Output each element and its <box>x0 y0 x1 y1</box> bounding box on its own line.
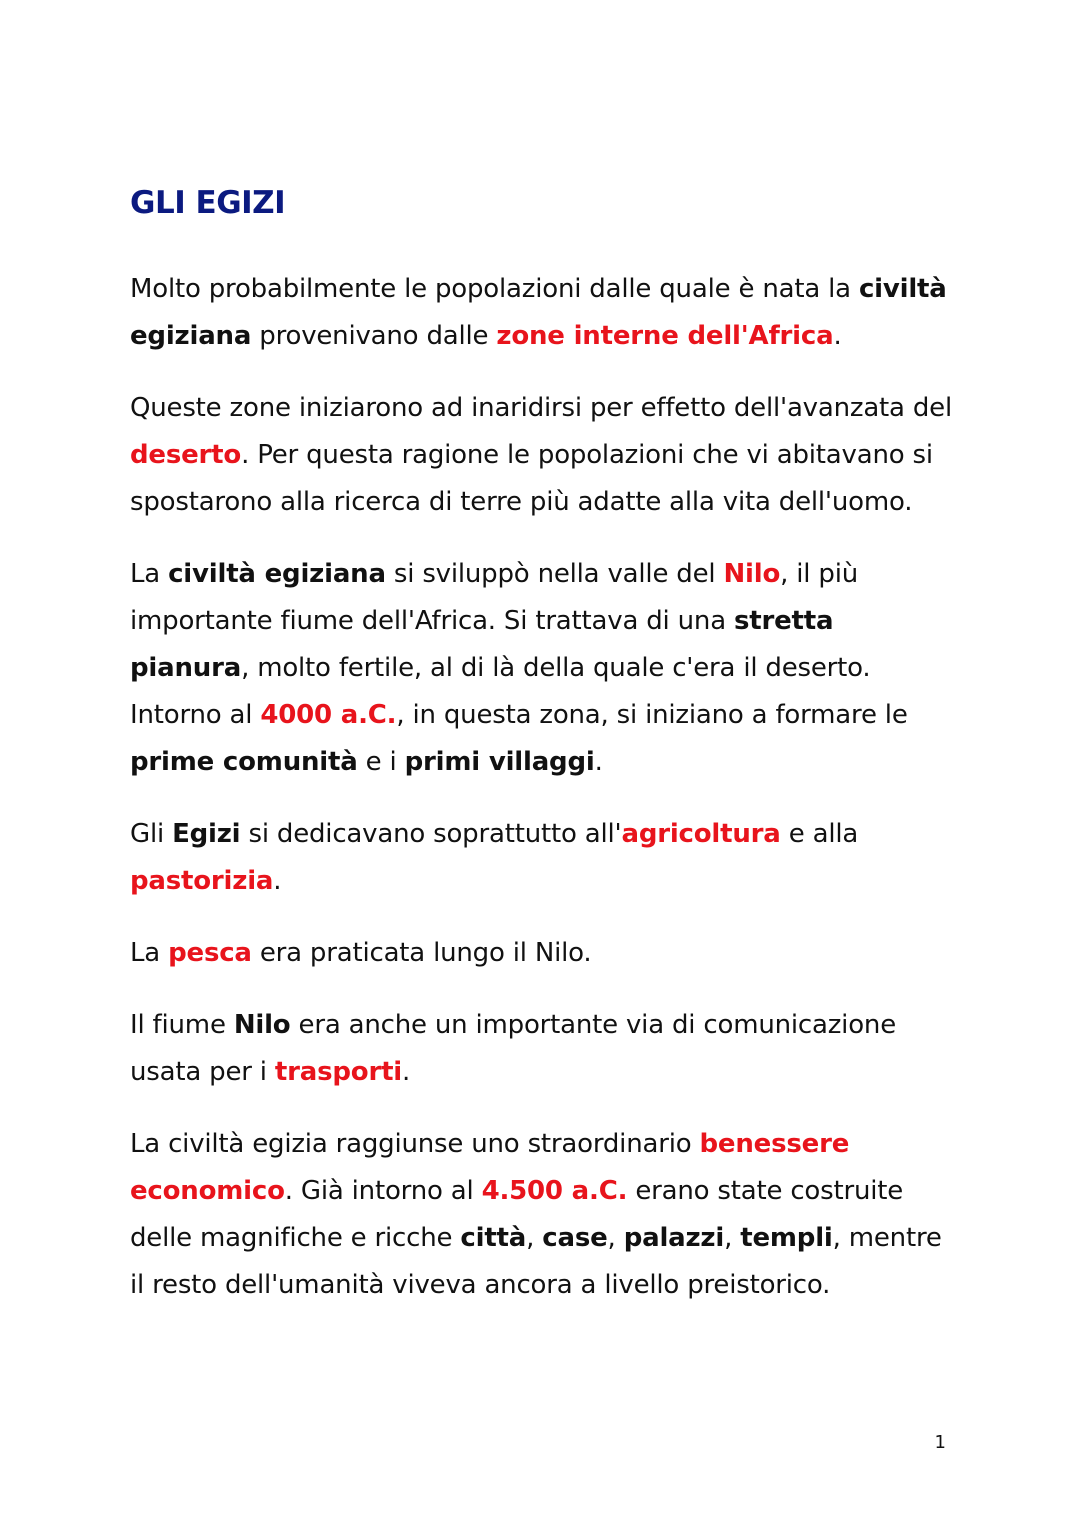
highlighted-term: 4.500 a.C. <box>481 1176 628 1206</box>
text-segment: e alla <box>780 819 867 849</box>
text-segment: , <box>526 1223 543 1253</box>
text-segment: . <box>402 1057 411 1087</box>
paragraph <box>130 1002 960 1096</box>
text-segment: provenivano dalle <box>251 321 497 351</box>
highlighted-term: deserto <box>130 440 242 470</box>
bold-term: città <box>460 1223 527 1253</box>
text-segment: . <box>594 747 603 777</box>
text-segment: Il fiume <box>130 1010 234 1040</box>
highlighted-term: benessere economico <box>130 1129 858 1206</box>
bold-term: palazzi <box>623 1223 725 1253</box>
bold-term: primi villaggi <box>404 747 595 777</box>
text-segment: , mentre il resto dell'umanità viveva ancora a livello preistorico. <box>130 1223 950 1300</box>
document-body <box>130 266 960 1309</box>
text-segment: . <box>273 866 282 896</box>
text-segment: Molto probabilmente le popolazioni dalle quale è nata la <box>130 274 859 304</box>
text-segment: , il più importante fiume dell'Africa. Si trattava di una <box>130 559 867 636</box>
highlighted-term: 4000 a.C. <box>260 700 397 730</box>
text-segment: , molto fertile, al di là della quale c'era il deserto. Intorno al <box>130 653 879 730</box>
paragraph <box>130 385 960 526</box>
bold-term: Nilo <box>233 1010 291 1040</box>
text-segment: era praticata lungo il Nilo. <box>251 938 592 968</box>
highlighted-term: pastorizia <box>130 866 274 896</box>
text-segment: si dedicavano soprattutto all' <box>240 819 622 849</box>
bold-term: templi <box>740 1223 833 1253</box>
bold-term: Egizi <box>172 819 241 849</box>
text-segment: erano state costruite delle magnifiche e ricche <box>130 1176 912 1253</box>
paragraph <box>130 551 960 786</box>
paragraph <box>130 930 960 977</box>
bold-term: prime comunità <box>130 747 358 777</box>
text-segment: si sviluppò nella valle del <box>385 559 724 589</box>
text-segment: . <box>833 321 842 351</box>
text-segment: era anche un importante via di comunicazione usata per i <box>130 1010 905 1087</box>
text-segment: , <box>724 1223 741 1253</box>
paragraph <box>130 811 960 905</box>
bold-term: civiltà egiziana <box>168 559 386 589</box>
bold-term: case <box>542 1223 608 1253</box>
text-segment: , <box>607 1223 624 1253</box>
highlighted-term: Nilo <box>723 559 781 589</box>
document-page <box>130 180 960 1334</box>
bold-term: civiltà egiziana <box>130 274 956 351</box>
highlighted-term: zone interne dell'Africa <box>496 321 834 351</box>
text-segment: Gli <box>130 819 173 849</box>
text-segment: , in questa zona, si iniziano a formare le <box>396 700 916 730</box>
text-segment: e i <box>357 747 405 777</box>
paragraph <box>130 266 960 360</box>
document-title: GLI EGIZI <box>130 185 286 221</box>
text-segment: La civiltà egizia raggiunse uno straordinario <box>130 1129 700 1159</box>
text-segment: Queste zone iniziarono ad inaridirsi per effetto dell'avanzata del <box>130 393 961 423</box>
text-segment: . Per questa ragione le popolazioni che vi abitavano si spostarono alla ricerca di terre più adatte alla vita dell'uomo. <box>130 440 941 517</box>
page-number: 1 <box>934 1432 946 1453</box>
highlighted-term: pesca <box>168 938 252 968</box>
highlighted-term: trasporti <box>274 1057 403 1087</box>
paragraph <box>130 1121 960 1309</box>
text-segment: La <box>130 938 169 968</box>
bold-term: stretta pianura <box>130 606 843 683</box>
text-segment: . Già intorno al <box>284 1176 482 1206</box>
text-segment: La <box>130 559 169 589</box>
highlighted-term: agricoltura <box>621 819 781 849</box>
